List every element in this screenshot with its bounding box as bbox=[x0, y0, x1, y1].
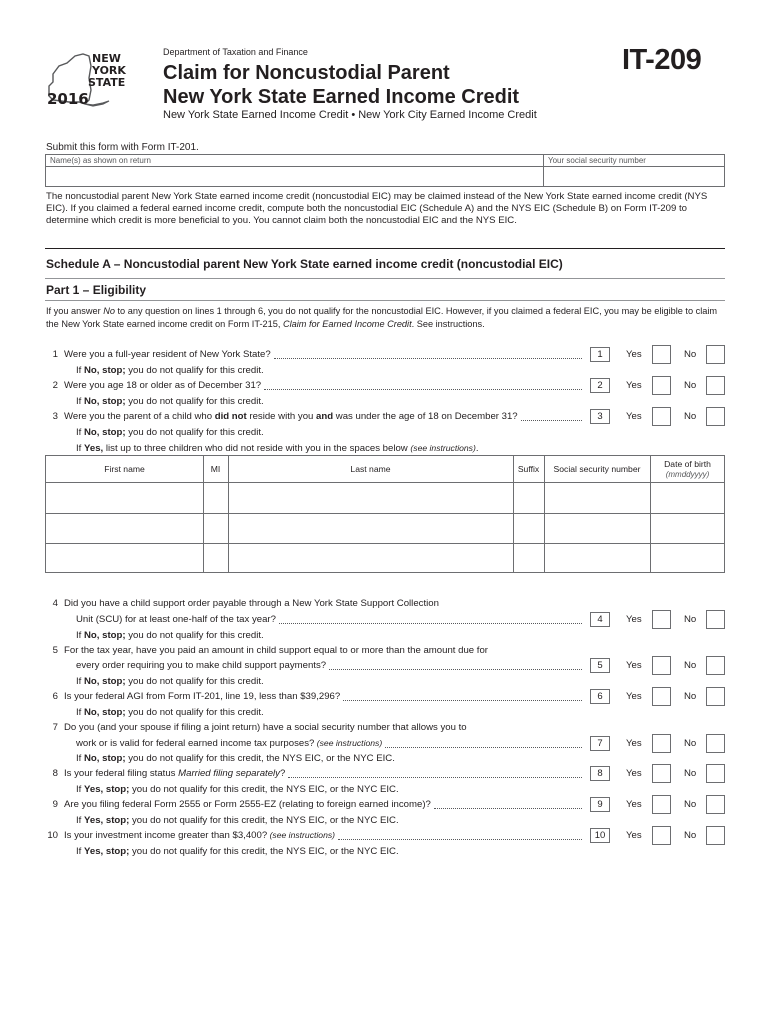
question-text: Is your investment income greater than $3,400? (see instructions) bbox=[64, 830, 336, 841]
dot-leader bbox=[288, 768, 582, 778]
col-header-mi: MI bbox=[210, 464, 221, 474]
question-number: 9 bbox=[52, 799, 58, 810]
no-label: No bbox=[684, 799, 697, 810]
child-ssn-input[interactable] bbox=[545, 483, 649, 511]
question-number: 2 bbox=[52, 380, 58, 391]
question-text: Were you age 18 or older as of December 31? bbox=[64, 380, 262, 391]
no-label: No bbox=[684, 691, 697, 702]
yes-label: Yes bbox=[626, 411, 642, 422]
logo-word-new: NEW bbox=[92, 52, 121, 65]
question-number: 1 bbox=[52, 349, 58, 360]
no-checkbox[interactable] bbox=[706, 407, 725, 426]
yes-checkbox[interactable] bbox=[652, 610, 671, 629]
dot-leader bbox=[521, 411, 582, 421]
line-number-box: 2 bbox=[590, 378, 610, 393]
question-instruction: If No, stop; you do not qualify for this credit. bbox=[76, 630, 264, 641]
child-dob-input[interactable] bbox=[651, 483, 723, 511]
question-instruction: If Yes, stop; you do not qualify for this credit, the NYS EIC, or the NYC EIC. bbox=[76, 784, 399, 795]
question-text: work or is valid for federal earned income tax purposes? (see instructions) bbox=[76, 738, 383, 749]
col-header-dob-format: (mmddyyyy) bbox=[665, 470, 710, 479]
dot-leader bbox=[329, 660, 582, 670]
question-text: every order requiring you to make child support payments? bbox=[76, 660, 327, 671]
dot-leader bbox=[343, 691, 582, 701]
question-text: For the tax year, have you paid an amount in child support equal to or more than the amount due for bbox=[64, 645, 488, 656]
question-text: Did you have a child support order payable through a New York State Support Collection bbox=[64, 598, 439, 609]
yes-checkbox[interactable] bbox=[652, 826, 671, 845]
question-instruction: If No, stop; you do not qualify for this credit, the NYS EIC, or the NYC EIC. bbox=[76, 753, 395, 764]
question-number: 7 bbox=[52, 722, 58, 733]
line-number-box: 4 bbox=[590, 612, 610, 627]
yes-checkbox[interactable] bbox=[652, 656, 671, 675]
no-checkbox[interactable] bbox=[706, 764, 725, 783]
no-label: No bbox=[684, 411, 697, 422]
yes-checkbox[interactable] bbox=[652, 734, 671, 753]
line-number-box: 5 bbox=[590, 658, 610, 673]
form-number: IT-209 bbox=[622, 44, 702, 76]
line-number-box: 8 bbox=[590, 766, 610, 781]
no-checkbox[interactable] bbox=[706, 656, 725, 675]
child-mi-input[interactable] bbox=[204, 544, 227, 572]
question-instruction: If Yes, list up to three children who did not reside with you in the spaces below (see instructions). bbox=[76, 443, 479, 454]
no-checkbox[interactable] bbox=[706, 687, 725, 706]
question-number: 5 bbox=[52, 645, 58, 656]
no-checkbox[interactable] bbox=[706, 734, 725, 753]
yes-label: Yes bbox=[626, 349, 642, 360]
yes-checkbox[interactable] bbox=[652, 687, 671, 706]
yes-label: Yes bbox=[626, 380, 642, 391]
dot-leader bbox=[434, 799, 582, 809]
part-1-instructions: If you answer No to any question on lines 1 through 6, you do not qualify for the noncustodial EIC. However, if you claimed a federal EIC, you may be eligible to claim the New York State earned income credit on Form IT-215, Claim for Earned Income Credit. See instructions. bbox=[46, 306, 718, 329]
no-label: No bbox=[684, 768, 697, 779]
question-instruction: If No, stop; you do not qualify for this credit. bbox=[76, 365, 264, 376]
no-checkbox[interactable] bbox=[706, 795, 725, 814]
line-number-box: 3 bbox=[590, 409, 610, 424]
intro-paragraph: The noncustodial parent New York State earned income credit (noncustodial EIC) may be claimed instead of the New York State earned income credit (NYS EIC). If you claimed a federal earned income credit, compute both the noncustodial EIC (Schedule A) and the NYS EIC (Schedule B) on Form IT-209 to determine which credit is more beneficial to you. You cannot claim both the noncustodial EIC and the NYS EIC. bbox=[46, 191, 708, 226]
child-dob-input[interactable] bbox=[651, 514, 723, 542]
no-label: No bbox=[684, 614, 697, 625]
line-number-box: 9 bbox=[590, 797, 610, 812]
yes-label: Yes bbox=[626, 660, 642, 671]
child-last-name-input[interactable] bbox=[229, 483, 512, 511]
child-first-name-input[interactable] bbox=[47, 483, 202, 511]
question-number: 4 bbox=[52, 598, 58, 609]
child-suffix-input[interactable] bbox=[514, 483, 543, 511]
yes-checkbox[interactable] bbox=[652, 764, 671, 783]
name-ssn-divider bbox=[543, 155, 544, 186]
line-number-box: 1 bbox=[590, 347, 610, 362]
col-header-dob: Date of birth bbox=[664, 459, 711, 469]
yes-label: Yes bbox=[626, 768, 642, 779]
names-input[interactable] bbox=[47, 167, 541, 186]
children-table bbox=[45, 455, 725, 573]
logo-word-york: YORK bbox=[92, 64, 126, 77]
no-checkbox[interactable] bbox=[706, 345, 725, 364]
yes-label: Yes bbox=[626, 799, 642, 810]
dot-leader bbox=[279, 614, 582, 624]
question-instruction: If Yes, stop; you do not qualify for this credit, the NYS EIC, or the NYC EIC. bbox=[76, 846, 399, 857]
no-label: No bbox=[684, 738, 697, 749]
intro-divider bbox=[45, 248, 725, 249]
dot-leader bbox=[385, 738, 582, 748]
yes-checkbox[interactable] bbox=[652, 795, 671, 814]
no-checkbox[interactable] bbox=[706, 826, 725, 845]
child-suffix-input[interactable] bbox=[514, 544, 543, 572]
dot-leader bbox=[338, 830, 582, 840]
child-first-name-input[interactable] bbox=[47, 514, 202, 542]
yes-label: Yes bbox=[626, 738, 642, 749]
yes-label: Yes bbox=[626, 614, 642, 625]
no-checkbox[interactable] bbox=[706, 610, 725, 629]
schedule-a-divider bbox=[45, 278, 725, 279]
child-mi-input[interactable] bbox=[204, 483, 227, 511]
logo-word-state: STATE bbox=[88, 76, 126, 89]
taxpayer-info-box bbox=[45, 154, 725, 187]
question-text: Do you (and your spouse if filing a joint return) have a social security number that allows you to bbox=[64, 722, 467, 733]
col-header-last-name: Last name bbox=[350, 464, 391, 474]
question-text: Is your federal AGI from Form IT-201, line 19, less than $39,296? bbox=[64, 691, 341, 702]
child-first-name-input[interactable] bbox=[47, 544, 202, 572]
logo-year: 2016 bbox=[47, 90, 89, 108]
question-text: Were you the parent of a child who did not reside with you and was under the age of 18 on December 31? bbox=[64, 411, 518, 422]
form-title-line-1: Claim for Noncustodial Parent bbox=[163, 62, 450, 84]
question-text: Is your federal filing status Married filing separately? bbox=[64, 768, 286, 779]
no-label: No bbox=[684, 660, 697, 671]
child-mi-input[interactable] bbox=[204, 514, 227, 542]
col-header-ssn: Social security number bbox=[553, 464, 641, 474]
child-last-name-input[interactable] bbox=[229, 544, 512, 572]
no-label: No bbox=[684, 380, 697, 391]
yes-label: Yes bbox=[626, 830, 642, 841]
question-number: 6 bbox=[52, 691, 58, 702]
yes-checkbox[interactable] bbox=[652, 407, 671, 426]
line-number-box: 7 bbox=[590, 736, 610, 751]
no-label: No bbox=[684, 830, 697, 841]
col-header-suffix: Suffix bbox=[517, 464, 540, 474]
question-instruction: If No, stop; you do not qualify for this credit. bbox=[76, 707, 264, 718]
department-name: Department of Taxation and Finance bbox=[163, 47, 308, 57]
dot-leader bbox=[264, 380, 582, 390]
col-header-first-name: First name bbox=[104, 464, 145, 474]
child-last-name-input[interactable] bbox=[229, 514, 512, 542]
names-label: Name(s) as shown on return bbox=[50, 156, 151, 165]
no-checkbox[interactable] bbox=[706, 376, 725, 395]
child-ssn-input[interactable] bbox=[545, 514, 649, 542]
yes-checkbox[interactable] bbox=[652, 345, 671, 364]
submit-note: Submit this form with Form IT-201. bbox=[46, 142, 199, 153]
yes-checkbox[interactable] bbox=[652, 376, 671, 395]
question-number: 10 bbox=[47, 830, 58, 841]
question-number: 3 bbox=[52, 411, 58, 422]
child-ssn-input[interactable] bbox=[545, 544, 649, 572]
question-text: Are you filing federal Form 2555 or Form 2555-EZ (relating to foreign earned income)? bbox=[64, 799, 431, 810]
part-1-divider bbox=[45, 300, 725, 301]
question-instruction: If No, stop; you do not qualify for this credit. bbox=[76, 427, 264, 438]
question-instruction: If Yes, stop; you do not qualify for this credit, the NYS EIC, or the NYC EIC. bbox=[76, 815, 399, 826]
ssn-input[interactable] bbox=[545, 167, 723, 186]
question-text: Were you a full-year resident of New York State? bbox=[64, 349, 271, 360]
form-subtitle: New York State Earned Income Credit • New York City Earned Income Credit bbox=[163, 109, 537, 121]
line-number-box: 10 bbox=[590, 828, 610, 843]
schedule-a-title: Schedule A – Noncustodial parent New York State earned income credit (noncustodial EIC) bbox=[46, 257, 563, 271]
question-text: Unit (SCU) for at least one-half of the tax year? bbox=[76, 614, 276, 625]
part-1-title: Part 1 – Eligibility bbox=[46, 283, 147, 297]
child-dob-input[interactable] bbox=[651, 544, 723, 572]
ssn-label: Your social security number bbox=[548, 156, 646, 165]
line-number-box: 6 bbox=[590, 689, 610, 704]
question-number: 8 bbox=[52, 768, 58, 779]
no-label: No bbox=[684, 349, 697, 360]
question-instruction: If No, stop; you do not qualify for this credit. bbox=[76, 396, 264, 407]
question-instruction: If No, stop; you do not qualify for this credit. bbox=[76, 676, 264, 687]
dot-leader bbox=[274, 349, 582, 359]
yes-label: Yes bbox=[626, 691, 642, 702]
form-title-line-2: New York State Earned Income Credit bbox=[163, 86, 520, 108]
child-suffix-input[interactable] bbox=[514, 514, 543, 542]
